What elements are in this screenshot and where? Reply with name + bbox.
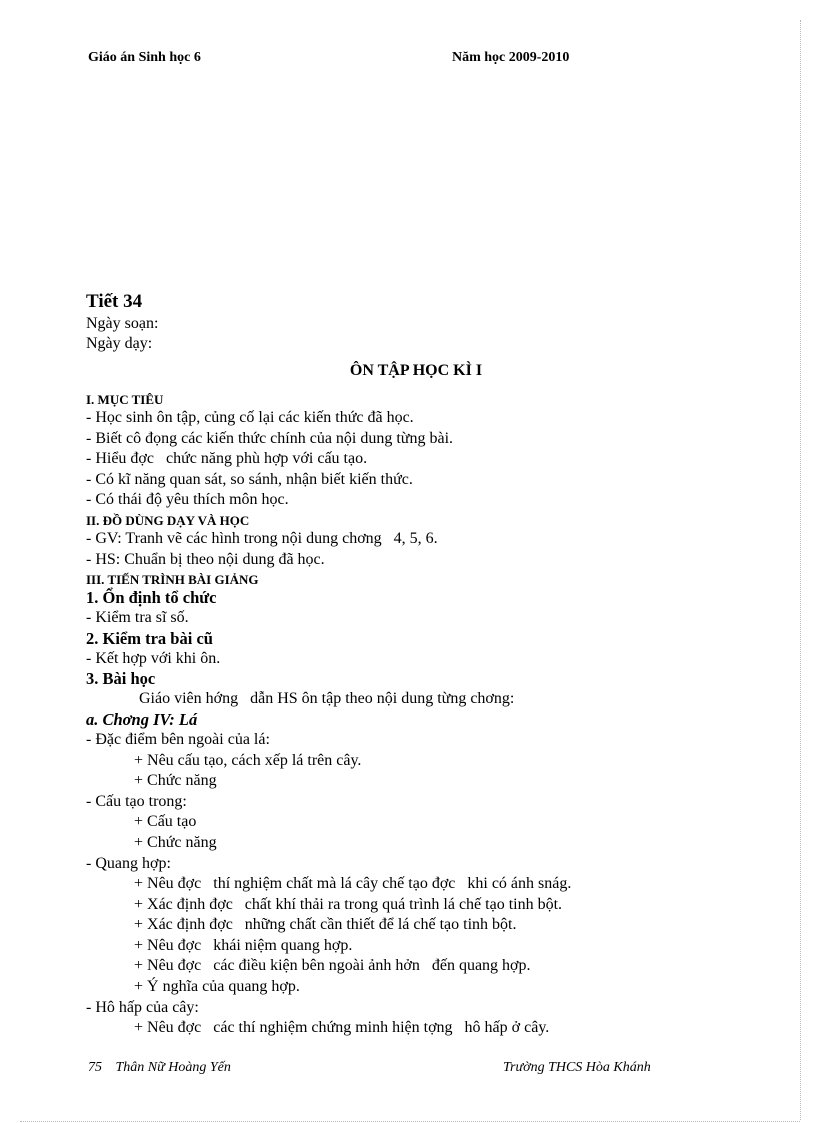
chapter-title: a. Chơng IV: Lá [86,709,198,729]
topic-item: + Ý nghĩa của quang hợp. [134,978,300,996]
step-item: - Kiểm tra sĩ số. [86,609,189,627]
topic-label: - Hô hấp của cây: [86,998,199,1016]
objective-item: - Học sinh ôn tập, củng cố lại các kiến thức đã học. [86,409,414,426]
topic-item: + Nêu đợc các điều kiện bên ngoài ảnh hởn đến quang hợp. [134,957,531,975]
material-item: - HS: Chuẩn bị theo nội dung đã học. [86,550,325,568]
step-title: 1. Ổn định tổ chức [86,588,217,608]
topic-label: - Quang hợp: [86,854,171,872]
page-edge-right [800,20,802,1120]
topic-item: + Xác định đợc những chất cần thiết để lá chế tạo tinh bột. [134,916,517,934]
section-heading-materials: II. ĐỒ DÙNG DẠY VÀ HỌC [86,512,250,528]
section-heading-objectives: I. MỤC TIÊU [86,392,164,407]
header-subject: Giáo án Sinh học 6 [88,50,201,65]
topic-item: + Xác định đợc chất khí thải ra trong quá trình lá chế tạo tinh bột. [134,895,563,913]
step-intro: Giáo viên hớng dẫn HS ôn tập theo nội dung từng chơng: [139,690,515,708]
footer-author: Thân Nữ Hoàng Yến [115,1060,231,1075]
material-item: - GV: Tranh vẽ các hình trong nội dung chơng 4, 5, 6. [86,529,438,547]
teach-date: Ngày dạy: [86,335,153,352]
objective-item: - Biết cô đọng các kiến thức chính của nội dung từng bài. [86,429,454,447]
page-number: 75 [88,1060,102,1075]
prep-date: Ngày soạn: [86,315,159,332]
objective-item: - Hiểu đợc chức năng phù hợp với cấu tạo. [86,450,368,468]
footer-left [88,1060,231,1076]
topic-label: - Cấu tạo trong: [86,792,187,810]
step-title: 2. Kiểm tra bài cũ [86,628,213,648]
objective-item: - Có thái độ yêu thích môn học. [86,491,289,509]
objective-item: - Có kĩ năng quan sát, so sánh, nhận biết kiến thức. [86,470,413,488]
topic-item: + Chức năng [134,833,217,851]
topic-item: + Nêu cấu tạo, cách xếp lá trên cây. [134,751,362,769]
footer-school: Trường THCS Hòa Khánh [503,1060,651,1075]
topic-item: + Nêu đợc khái niệm quang hợp. [134,936,353,954]
lesson-number: Tiết 34 [86,291,143,312]
topic-item: + Cấu tạo [134,813,197,831]
topic-item: + Chức năng [134,772,217,790]
section-heading-process: III. TIẾN TRÌNH BÀI GIẢNG [86,572,259,588]
topic-item: + Nêu đợc thí nghiệm chất mà lá cây chế tạo đợc khi có ánh snág. [134,875,572,893]
step-item: - Kết hợp với khi ôn. [86,649,221,667]
topic-item: + Nêu đợc các thí nghiệm chứng minh hiện tợng hô hấp ở cây. [134,1019,550,1037]
topic-label: - Đặc điểm bên ngoài của lá: [86,730,270,748]
document-body [86,290,726,1039]
step-title: 3. Bài học [86,669,156,689]
lesson-title: ÔN TẬP HỌC KÌ I [349,362,483,379]
header-year: Năm học 2009-2010 [452,50,570,65]
